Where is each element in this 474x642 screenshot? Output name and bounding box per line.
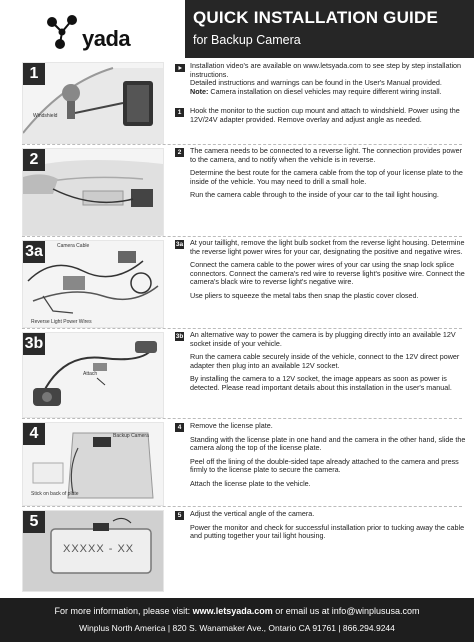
intro-note [190, 88, 466, 97]
step-5-para-1: Adjust the vertical angle of the camera. [190, 509, 315, 518]
step-1-number: 1 [23, 63, 45, 85]
step-2-para-3: Run the camera cable through to the inside of your car to the tail light housing. [190, 190, 439, 200]
footer-email[interactable]: or email us at info@winplususa.com [272, 606, 420, 616]
step-3a-text [190, 239, 466, 306]
reverse-light-wires-label: Reverse Light Power Wires [31, 319, 92, 325]
step-2-para-2: Determine the best route for the camera cable from the top of your license plate to the inside of the vehicle. You may need to drill a small hole. [190, 168, 463, 186]
divider-5 [22, 506, 462, 507]
step-5-marker: 5 [175, 511, 184, 520]
step-3a-image [22, 240, 164, 328]
step-2-text [190, 147, 466, 205]
step-4-number: 4 [23, 423, 45, 445]
note-text: Camera installation on diesel vehicles may require different wiring install. [208, 86, 442, 96]
windshield-label: Windshield [33, 113, 58, 119]
step-4-para-4: Attach the license plate to the vehicle. [190, 478, 311, 488]
step-3b-para-2: Run the camera cable securely inside of the vehicle, connect to the 12V direct power adapter then plug into an available 12V socket. [190, 352, 460, 370]
step-3a-number: 3a [23, 241, 45, 263]
intro-line-2: Detailed instructions and warnings can be found in the User's Manual provided. [190, 78, 442, 88]
step-3b-number: 3b [23, 333, 45, 355]
brand-name: yada [82, 26, 131, 51]
step-4-marker: 4 [175, 423, 184, 432]
step-3b-text [190, 331, 466, 398]
step-4-para-2: Standing with the license plate in one hand and the camera in the other hand, slide the camera along the top of the license plate. [190, 434, 466, 453]
footer [0, 598, 474, 642]
video-icon [175, 63, 185, 73]
footer-prefix: For more information, please visit: [54, 606, 193, 616]
plate-text: XXXXX - XX [63, 543, 135, 555]
intro-text [190, 62, 466, 96]
footer-info [0, 606, 474, 616]
step-4-para-1: Remove the license plate. [190, 421, 273, 430]
step-1-para-1: Hook the monitor to the suction cup mount and attach to windshield. Power using the 12V/24V adapter provided. Remove overlay and adjust angle as needed. [190, 106, 460, 124]
divider-2 [22, 236, 462, 237]
step-3a-para-2: Connect the camera cable to the power wires of your car using the snap lock splice connectors. Connect the camera's red wire to reverse light's positive wire. Connect the camera's black wire to reverse light's negative wire. [190, 260, 465, 287]
step-3b-image [22, 332, 164, 418]
step-3a-marker: 3a [175, 241, 184, 248]
note-label: Note: [190, 86, 209, 96]
step-4-text [190, 422, 466, 494]
step-5-para-2: Power the monitor and check for successful installation prior to tucking away the cable and putting together your tail light housing. [190, 522, 465, 541]
divider-4 [22, 418, 462, 419]
step-5-number: 5 [23, 511, 45, 533]
step-3b-marker: 3b [175, 333, 184, 340]
stick-on-plate-label: Stick on back of plate [31, 491, 79, 497]
step-2-para-1: The camera needs to be connected to a reverse light. The connection provides power to the camera, and to notify when the vehicle is in reverse. [190, 146, 462, 164]
step-4-para-3: Peel off the lining of the double-sided tape already attached to the camera and press firmly to the license plate to secure the camera. [190, 456, 459, 475]
title-bar [185, 0, 474, 58]
intro-line-1: Installation video's are available on www.letsyada.com to see step by step installation instructions. [190, 61, 462, 79]
page-title: QUICK INSTALLATION GUIDE [193, 8, 438, 27]
step-2-image [22, 148, 164, 236]
step-3b-para-3: By installing the camera to a 12V socket, the image appears as soon as power is detected. Please read important details about this installation in the user's manual. [190, 374, 452, 392]
step-3b-para-1: An alternative way to power the camera is by plugging directly into an available 12V socket inside of your vehicle. [190, 330, 456, 348]
divider-1 [22, 144, 462, 145]
footer-address: Winplus North America | 820 S. Wanamaker Ave., Ontario CA 91761 | 866.294.9244 [79, 623, 395, 633]
step-3a-para-1: At your taillight, remove the light bulb socket from the reverse light housing. Determine the reverse light power wires for your car, designating the positive and negative wires. [190, 238, 465, 256]
backup-camera-label: Backup Camera [113, 433, 149, 439]
step-2-number: 2 [23, 149, 45, 171]
camera-cable-label: Camera Cable [57, 243, 90, 249]
step-5-text [190, 510, 466, 546]
step-4-image [22, 422, 164, 506]
page-subtitle: for Backup Camera [193, 33, 301, 47]
divider-3 [22, 328, 462, 329]
step-5-image [22, 510, 164, 592]
attach-label: Attach [83, 371, 98, 377]
step-1-marker: 1 [175, 108, 184, 117]
step-1-image [22, 62, 164, 144]
step-1-text [190, 107, 466, 129]
header [0, 0, 474, 58]
step-3a-para-3: Use pliers to squeeze the metal tabs then snap the plastic cover closed. [190, 290, 419, 300]
website-link[interactable]: www.letsyada.com [192, 606, 273, 616]
step-2-marker: 2 [175, 148, 184, 157]
